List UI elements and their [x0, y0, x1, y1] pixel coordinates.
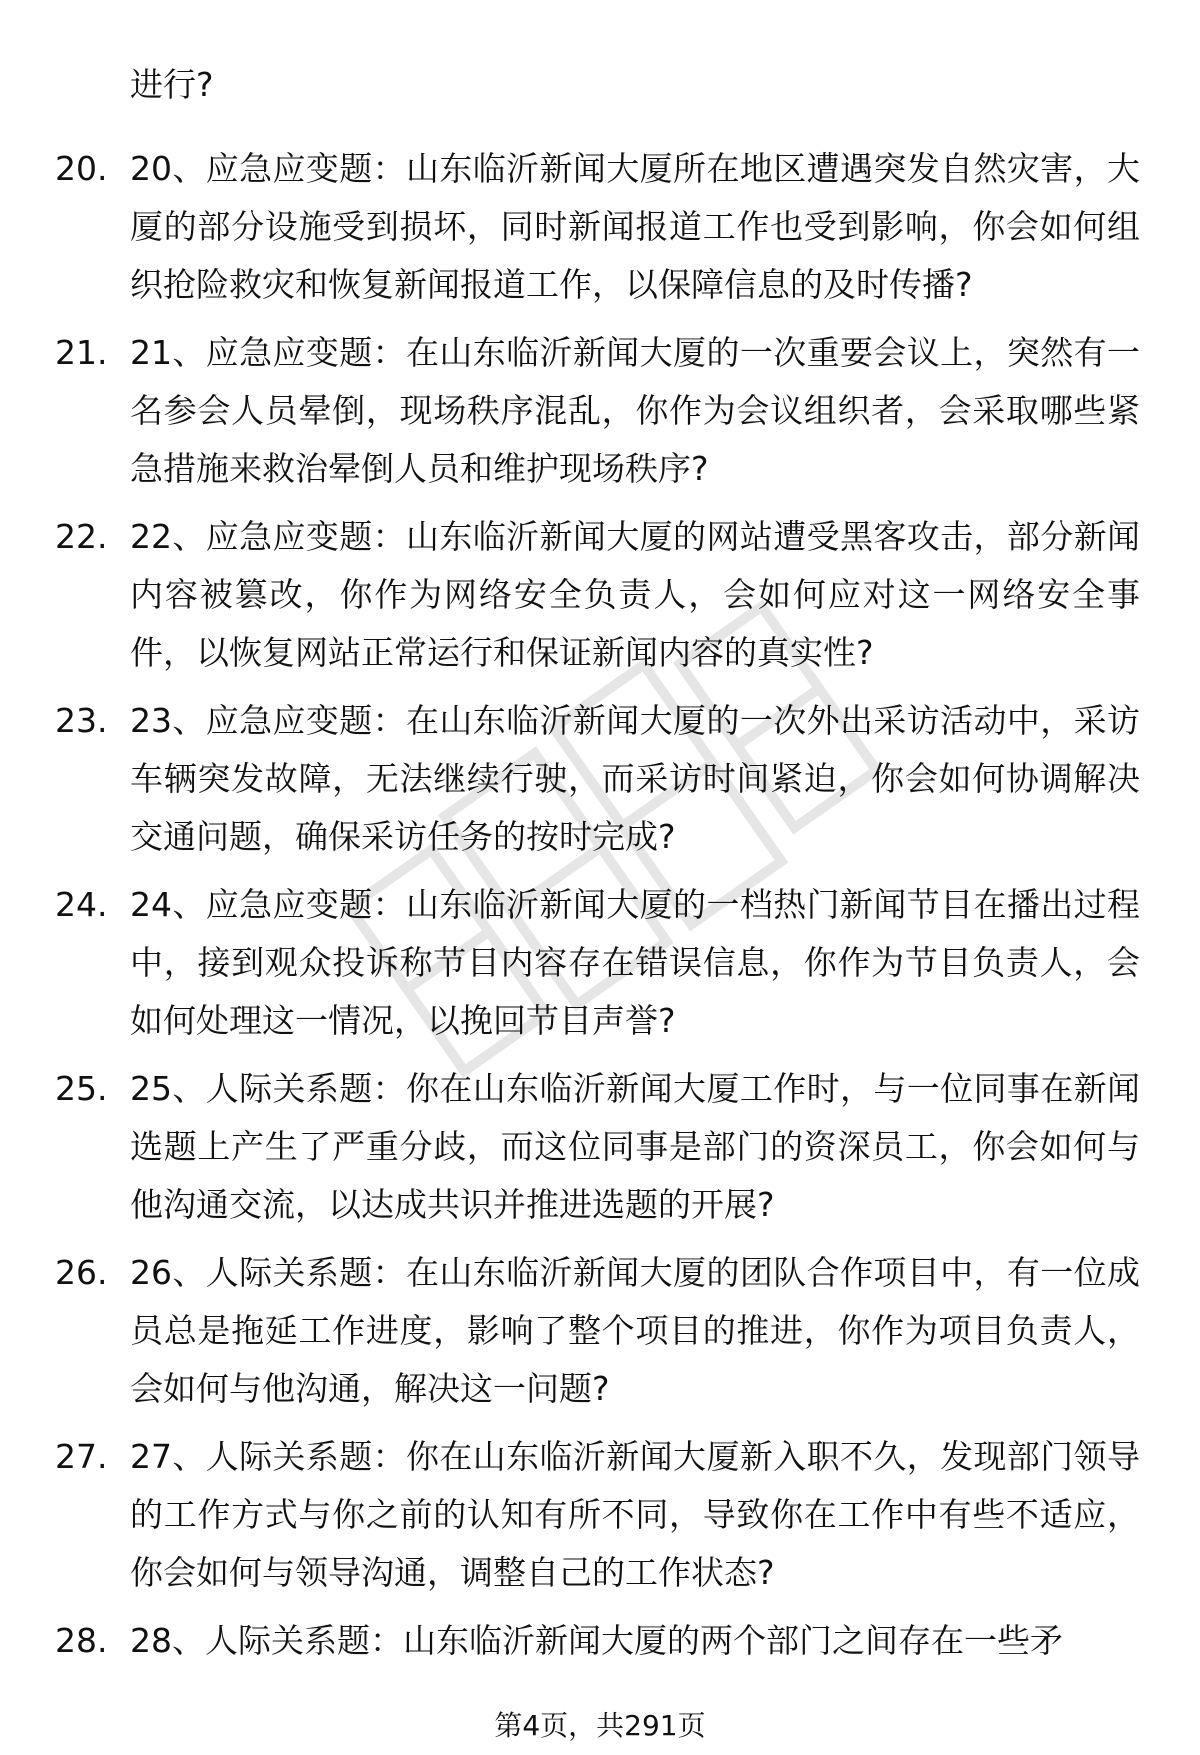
list-item [0, 508, 1200, 688]
question-number: 23. [55, 701, 108, 740]
question-number: 22. [55, 517, 108, 556]
list-item [0, 1428, 1200, 1608]
question-text: 24、应急应变题：山东临沂新闻大厦的一档热门新闻节目在播出过程中，接到观众投诉称节目内容存在错误信息，你作为节目负责人，会如何处理这一情况，以挽回节目声誉? [130, 885, 1140, 1040]
list-item [0, 692, 1200, 872]
question-number: 27. [55, 1437, 108, 1476]
question-text: 20、应急应变题：山东临沂新闻大厦所在地区遭遇突发自然灾害，大厦的部分设施受到损坏，同时新闻报道工作也受到影响，你会如何组织抢险救灾和恢复新闻报道工作，以保障信息的及时传播? [130, 149, 1140, 304]
list-item [0, 1244, 1200, 1424]
question-text: 26、人际关系题：在山东临沂新闻大厦的团队合作项目中，有一位成员总是拖延工作进度，影响了整个项目的推进，你作为项目负责人，会如何与他沟通，解决这一问题? [130, 1253, 1140, 1408]
question-text: 21、应急应变题：在山东临沂新闻大厦的一次重要会议上，突然有一名参会人员晕倒，现场秩序混乱，你作为会议组织者，会采取哪些紧急措施来救治晕倒人员和维护现场秩序? [130, 333, 1140, 488]
list-item [0, 324, 1200, 504]
question-number: 21. [55, 333, 108, 372]
question-number: 24. [55, 885, 108, 924]
question-number: 25. [55, 1069, 108, 1108]
question-text: 22、应急应变题：山东临沂新闻大厦的网站遭受黑客攻击，部分新闻内容被篡改，你作为网络安全负责人，会如何应对这一网络安全事件，以恢复网站正常运行和保证新闻内容的真实性? [130, 517, 1140, 672]
question-text: 28、人际关系题：山东临沂新闻大厦的两个部门之间存在一些矛 [130, 1621, 1063, 1660]
question-text: 27、人际关系题：你在山东临沂新闻大厦新入职不久，发现部门领导的工作方式与你之前的认知有所不同，导致你在工作中有些不适应，你会如何与领导沟通，调整自己的工作状态? [130, 1437, 1140, 1592]
question-number: 26. [55, 1253, 108, 1292]
list-item [0, 876, 1200, 1056]
question-text: 25、人际关系题：你在山东临沂新闻大厦工作时，与一位同事在新闻选题上产生了严重分歧，而这位同事是部门的资深员工，你会如何与他沟通交流，以达成共识并推进选题的开展? [130, 1069, 1140, 1224]
page-footer: 第4页，共291页 [494, 1709, 706, 1742]
question-text: 23、应急应变题：在山东临沂新闻大厦的一次外出采访活动中，采访车辆突发故障，无法继续行驶，而采访时间紧迫，你会如何协调解决交通问题，确保采访任务的按时完成? [130, 701, 1140, 856]
question-list [0, 140, 1200, 1736]
list-item [0, 140, 1200, 320]
question-number: 28. [55, 1621, 108, 1660]
question-number: 20. [55, 149, 108, 188]
continued-question-text: 进行? [130, 65, 214, 104]
list-item [0, 1060, 1200, 1240]
